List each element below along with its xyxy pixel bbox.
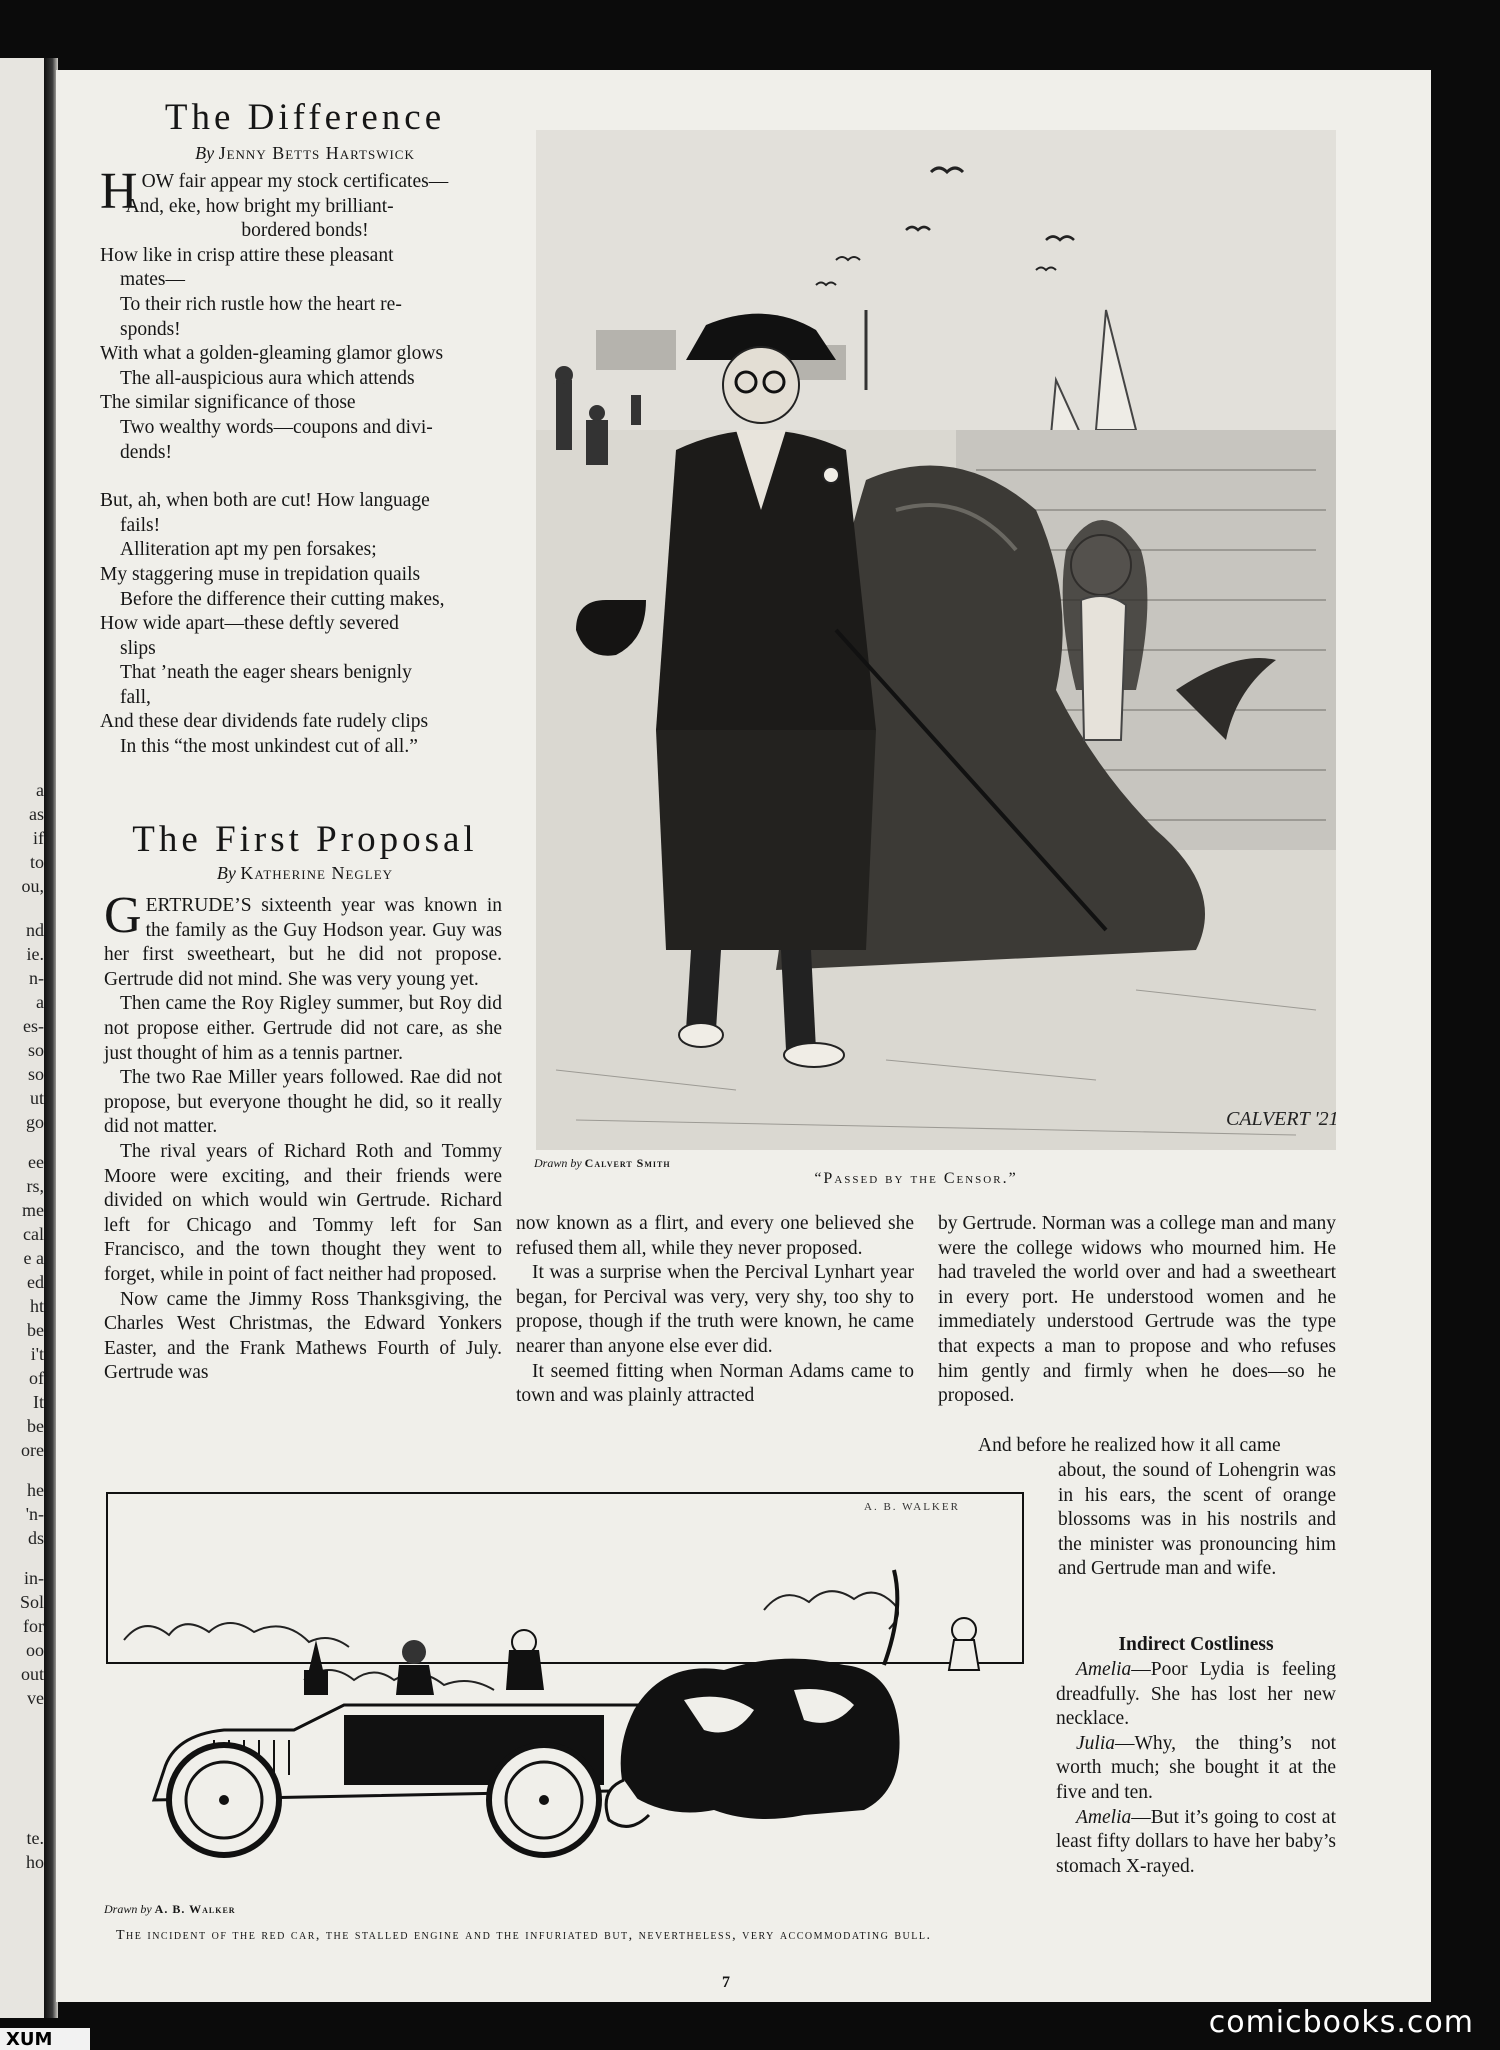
facing-page-fragment: e a: [23, 1248, 44, 1268]
facing-page-fragment: Sol: [19, 1592, 44, 1612]
facing-page-fragment: he: [27, 1480, 44, 1500]
facing-page-fragment: out: [20, 1664, 44, 1684]
walker-signature: A. B. WALKER: [864, 1501, 960, 1513]
top-illustration-caption: “Passed by the Censor.”: [814, 1170, 1018, 1187]
facing-page-fragment: be: [27, 1416, 44, 1436]
joke-line: [1056, 1806, 1336, 1880]
credit-name: A. B. Walker: [154, 1902, 236, 1916]
corner-tab: XUM: [0, 2028, 90, 2050]
facing-page-fragment: ve: [27, 1688, 44, 1708]
story-paragraph: It was a surprise when the Percival Lynhart year began, for Percival was very, very shy, too shy to propose, though if the truth were known, he came nearer than anyone else ever did.: [516, 1262, 914, 1357]
facing-page-edge: [0, 58, 46, 2018]
story-text: ERTRUDE’S sixteenth year was known in the family as the Guy Hodson year. Guy was her first sweetheart, but he did not propose. Gertrude did not mind. She was very young yet.: [104, 895, 502, 990]
story-paragraph: And before he realized how it all came: [978, 1435, 1281, 1456]
poem-line: That ’neath the eager shears benignly: [120, 662, 412, 684]
poem-line: slips: [120, 637, 156, 659]
beach-illustration-art: [536, 130, 1336, 1150]
facing-page-fragment: be: [27, 1320, 44, 1340]
poem-line: sponds!: [120, 318, 181, 340]
facing-page-fragment: go: [26, 1112, 44, 1132]
poem-line: Two wealthy words—coupons and divi-: [120, 416, 433, 438]
poem-line: In this “the most unkindest cut of all.”: [120, 736, 418, 758]
poem-line: Before the difference their cutting makes,: [120, 588, 445, 610]
facing-page-fragment: ho: [26, 1852, 44, 1872]
magazine-page: [56, 70, 1431, 2002]
joke-dialogue: [1056, 1658, 1336, 1879]
poem-line: The similar significance of those: [100, 392, 356, 414]
facing-page-fragment: te.: [26, 1828, 44, 1848]
facing-page-fragment: cal: [23, 1224, 44, 1244]
facing-page-fragment: so: [27, 1040, 44, 1060]
facing-page-fragment: It: [33, 1392, 44, 1412]
story-paragraph: by Gertrude. Norman was a college man and many were the college widows who mourned him. He had traveled the world over and had a sweetheart in every port. He understood women and he immediately understood Gertrude was the type that expects a man to propose and who refuses him gently and firmly when he does—so he proposed.: [938, 1213, 1336, 1407]
site-watermark: comicbooks.com: [1208, 2005, 1474, 2040]
story-column-1: [104, 887, 502, 1386]
bottom-illustration-caption: The incident of the red car, the stalled engine and the infuriated but, nevertheless, very accommodating bull.: [116, 1928, 932, 1943]
poem-line: But, ah, when both are cut! How language: [100, 490, 430, 512]
story-title: The First Proposal: [132, 819, 478, 860]
facing-page-fragment: for: [23, 1616, 44, 1636]
facing-page-fragment: a: [36, 992, 44, 1012]
joke-text: —But it’s going to cost at least fifty dollars to have her baby’s stomach X-rayed.: [1056, 1806, 1336, 1877]
poem-line: To their rich rustle how the heart re-: [120, 293, 402, 315]
poem-title: The Difference: [164, 97, 446, 138]
poem-line: fall,: [120, 686, 151, 708]
poem-byline: [100, 143, 510, 164]
facing-page-fragment: as: [29, 804, 44, 824]
credit-prefix: Drawn by: [104, 1902, 152, 1916]
story-paragraph: Now came the Jimmy Ross Thanksgiving, the Charles West Christmas, the Edward Yonkers Easter, and the Frank Mathews Fourth of July. Gertrude was: [104, 1288, 502, 1384]
credit-name: Calvert Smith: [584, 1156, 671, 1170]
poem-line: bordered bonds!: [241, 220, 369, 242]
facing-page-fragment: 'n-: [25, 1504, 44, 1524]
poem-line: mates—: [120, 269, 185, 291]
story-byline: [100, 863, 510, 884]
stanza-break: [100, 465, 510, 489]
story-paragraph: The rival years of Richard Roth and Tommy Moore were exciting, and their friends were divided on which would win Gertrude. Richard left for Chicago and Tommy left for San Francisco, and the town thought they went to forget, while in point of fact neither had proposed.: [104, 1140, 502, 1285]
story-dropcap: G: [104, 887, 142, 944]
indirect-costliness-block: [1056, 1634, 1336, 1879]
facing-page-fragment: ie.: [26, 944, 44, 964]
facing-page-fragment: ee: [28, 1152, 44, 1172]
joke-text: —Poor Lydia is feeling dreadfully. She has lost her new necklace.: [1056, 1659, 1336, 1730]
poem-line: And these dear dividends fate rudely clips: [100, 711, 429, 733]
speaker-name: Julia: [1076, 1732, 1115, 1754]
joke-text: —Why, the thing’s not worth much; she bought it at the five and ten.: [1056, 1732, 1336, 1803]
story-header: [100, 818, 510, 884]
byline-prefix: By: [216, 863, 236, 883]
facing-page-fragment: oo: [26, 1640, 44, 1660]
facing-page-fragment: n-: [29, 968, 44, 988]
story-column-3: [938, 1212, 1336, 1409]
facing-page-fragment: ore: [21, 1440, 44, 1460]
facing-page-fragment: ut: [29, 1088, 44, 1108]
beach-illustration: [536, 130, 1336, 1150]
car-bull-illustration: [104, 1490, 1026, 1920]
facing-page-fragment: rs,: [26, 1176, 44, 1196]
poem-dropcap: H: [100, 163, 138, 220]
story-paragraph: [104, 887, 502, 992]
facing-page-fragment: so: [27, 1064, 44, 1084]
joke-title: Indirect Costliness: [1118, 1634, 1274, 1655]
poem-lines: [100, 195, 510, 760]
story-paragraph: The two Rae Miller years followed. Rae did not propose, but everyone thought he did, so it really did not matter.: [104, 1067, 502, 1138]
speaker-name: Amelia: [1076, 1806, 1132, 1828]
facing-page-fragment: ht: [29, 1296, 44, 1316]
facing-page-fragment: of: [29, 1368, 44, 1388]
facing-page-fragment: a: [36, 780, 44, 800]
joke-line: [1056, 1658, 1336, 1732]
poem-body: [100, 163, 510, 760]
poem-line: fails!: [120, 514, 161, 536]
facing-page-fragment: nd: [26, 920, 44, 940]
story-column-3-tail: [1058, 1459, 1336, 1582]
poem-line: OW fair appear my stock certificates—: [141, 171, 449, 192]
credit-prefix: Drawn by: [534, 1156, 582, 1170]
poem-block: [100, 96, 510, 760]
facing-page-fragment: ed: [27, 1272, 44, 1292]
story-column-2: [516, 1212, 914, 1409]
poem-line: How wide apart—these deftly severed: [100, 613, 399, 635]
facing-page-fragment: es-: [23, 1016, 44, 1036]
story-paragraph: now known as a flirt, and every one believed she refused them all, while they never proposed.: [516, 1213, 914, 1259]
facing-page-fragment: i't: [30, 1344, 44, 1364]
facing-page-fragment: me: [22, 1200, 44, 1220]
facing-page-fragment: if: [33, 828, 44, 848]
joke-line: [1056, 1732, 1336, 1806]
poem-line: With what a golden-gleaming glamor glows: [100, 343, 444, 365]
poem-line: dends!: [120, 441, 172, 463]
story-paragraph: Then came the Roy Rigley summer, but Roy did not propose either. Gertrude did not care, as she just thought of him as a tennis partner.: [104, 993, 502, 1064]
bottom-illustration-credit: [104, 1902, 236, 1917]
car-bull-illustration-art: [104, 1490, 1026, 1920]
poem-line: The all-auspicious aura which attends: [120, 367, 415, 389]
poem-line: Alliteration apt my pen forsakes;: [120, 539, 377, 561]
poem-line: How like in crisp attire these pleasant: [100, 244, 394, 266]
byline-prefix: By: [195, 143, 215, 163]
poem-line: My staggering muse in trepidation quails: [100, 563, 421, 585]
top-illustration-credit: [534, 1156, 671, 1171]
story-paragraph: It seemed fitting when Norman Adams came to town and was plainly attracted: [516, 1360, 914, 1407]
speaker-name: Amelia: [1076, 1659, 1132, 1680]
calvert-signature: CALVERT '21: [1226, 1108, 1336, 1130]
story-paragraph: about, the sound of Lohengrin was in his ears, the scent of orange blossoms was in his nostrils and the minister was pronouncing him and Gertrude man and wife.: [1058, 1460, 1336, 1580]
poem-author: Jenny Betts Hartswick: [218, 143, 415, 163]
story-column-3-tail-first: [962, 1434, 1336, 1459]
facing-page-fragment: in-: [24, 1568, 44, 1588]
story-author: Katherine Negley: [240, 863, 394, 883]
facing-page-fragment: to: [29, 852, 44, 872]
poem-line: And, eke, how bright my brilliant-: [125, 195, 394, 217]
facing-page-fragment: ds: [27, 1528, 44, 1548]
page-number: 7: [722, 1974, 730, 1991]
facing-page-fragment: ou,: [21, 876, 44, 896]
